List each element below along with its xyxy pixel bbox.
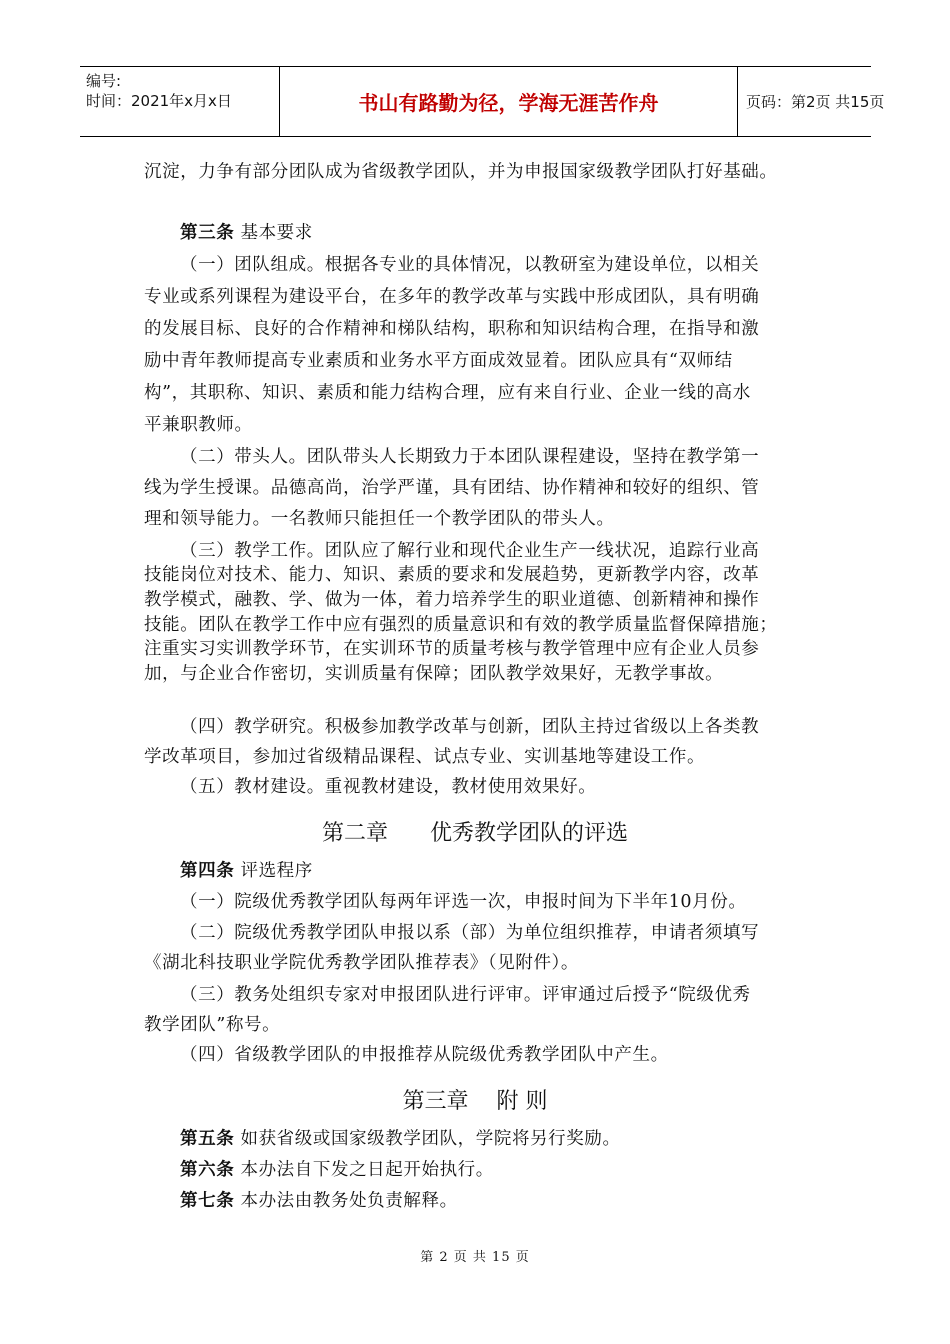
paragraph-line: 励中青年教师提高专业素质和业务水平方面成效显着。团队应具有“双师结 — [144, 351, 733, 371]
article-text: 本办法自下发之日起开始执行。 — [240, 1160, 494, 1180]
time-label: 时间：2021年x月x日 — [86, 92, 232, 110]
paragraph-line: 专业或系列课程为建设平台，在多年的教学改革与实践中形成团队，具有明确 — [144, 287, 760, 307]
paragraph-line: （三）教务处组织专家对申报团队进行评审。评审通过后授予“院级优秀 — [180, 985, 751, 1005]
paragraph-line: （五）教材建设。重视教材建设，教材使用效果好。 — [180, 777, 597, 797]
article-label: 第四条 — [180, 861, 235, 881]
paragraph-line: （四）教学研究。积极参加教学改革与创新，团队主持过省级以上各类教 — [180, 717, 760, 737]
article-heading — [180, 860, 313, 882]
paragraph-line: 理和领导能力。一名教师只能担任一个教学团队的带头人。 — [144, 509, 615, 529]
article-title: 基本要求 — [240, 223, 313, 243]
page-footer: 第 2 页 共 15 页 — [420, 1250, 530, 1265]
paragraph-line: 教学模式，融教、学、做为一体，着力培养学生的职业道德、创新精神和操作 — [144, 590, 760, 610]
paragraph-line: 平兼职教师。 — [144, 415, 253, 435]
header-page-cell — [738, 67, 885, 136]
motto-text: 书山有路勤为径，学海无涯苦作舟 — [358, 91, 659, 115]
article-label: 第五条 — [180, 1129, 235, 1149]
header-meta-cell — [80, 67, 280, 136]
article-title: 评选程序 — [240, 861, 313, 881]
article-heading — [180, 222, 313, 244]
article-text: 如获省级或国家级教学团队，学院将另行奖励。 — [240, 1129, 621, 1149]
paragraph-line: 的发展目标、良好的合作精神和梯队结构，职称和知识结构合理，在指导和激 — [144, 319, 760, 339]
number-label: 编号: — [86, 72, 122, 90]
paragraph-line: （三）教学工作。团队应了解行业和现代企业生产一线状况，追踪行业高 — [180, 541, 760, 561]
page-header — [80, 66, 885, 137]
paragraph-line: （一）院级优秀教学团队每两年评选一次，申报时间为下半年10月份。 — [180, 892, 747, 912]
page-info: 页码：第2页 共15页 — [746, 93, 885, 111]
paragraph-line: 沉淀，力争有部分团队成为省级教学团队，并为申报国家级教学团队打好基础。 — [144, 162, 778, 182]
paragraph-line: （二）带头人。团队带头人长期致力于本团队课程建设，坚持在教学第一 — [180, 447, 760, 467]
chapter-heading: 第二章 优秀教学团队的评选 — [322, 821, 628, 846]
paragraph-line: 技能。团队在教学工作中应有强烈的质量意识和有效的教学质量监督保障措施； — [144, 615, 778, 635]
paragraph-line: 线为学生授课。品德高尚，治学严谨，具有团结、协作精神和较好的组织、管 — [144, 478, 760, 498]
paragraph-line: （二）院级优秀教学团队申报以系（部）为单位组织推荐，申请者须填写 — [180, 923, 760, 943]
article-line — [180, 1159, 494, 1181]
paragraph-line: 学改革项目，参加过省级精品课程、试点专业、实训基地等建设工作。 — [144, 747, 706, 767]
paragraph-line: 加，与企业合作密切，实训质量有保障；团队教学效果好，无教学事故。 — [144, 664, 724, 684]
header-motto-cell — [280, 67, 738, 136]
article-line — [180, 1128, 621, 1150]
paragraph-line: 教学团队”称号。 — [144, 1015, 281, 1035]
paragraph-line: 《湖北科技职业学院优秀教学团队推荐表》（见附件）。 — [144, 953, 579, 973]
article-label: 第七条 — [180, 1191, 235, 1211]
paragraph-line: 技能岗位对技术、能力、知识、素质的要求和发展趋势，更新教学内容，改革 — [144, 565, 760, 585]
paragraph-line: 构”，其职称、知识、素质和能力结构合理，应有来自行业、企业一线的高水 — [144, 383, 751, 403]
article-label: 第三条 — [180, 223, 235, 243]
paragraph-line: （四）省级教学团队的申报推荐从院级优秀教学团队中产生。 — [180, 1045, 669, 1065]
chapter-heading: 第三章 附 则 — [402, 1089, 548, 1114]
paragraph-line: （一）团队组成。根据各专业的具体情况，以教研室为建设单位，以相关 — [180, 255, 760, 275]
paragraph-line: 注重实习实训教学环节，在实训环节的质量考核与教学管理中应有企业人员参 — [144, 639, 760, 659]
article-label: 第六条 — [180, 1160, 235, 1180]
article-line — [180, 1190, 458, 1212]
article-text: 本办法由教务处负责解释。 — [240, 1191, 458, 1211]
